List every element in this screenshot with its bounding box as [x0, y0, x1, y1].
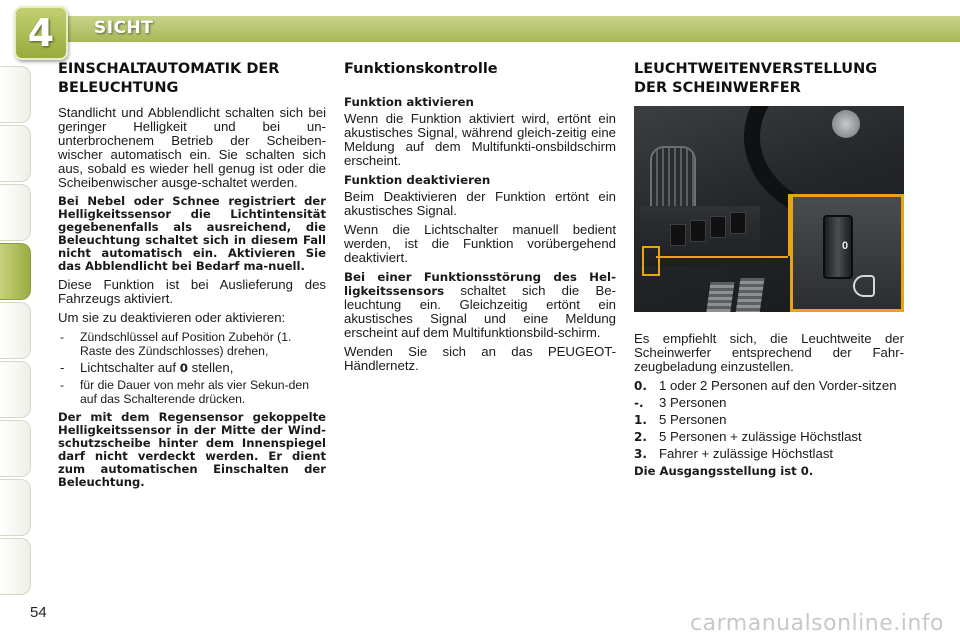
- manual-override-text: Wenn die Lichtschalter manuell bedient werden, ist die Funktion vorübergehend deaktiviert.: [344, 222, 616, 265]
- chapter-tab-6[interactable]: [0, 361, 31, 418]
- header-bar: [18, 16, 960, 42]
- level-text: 1 oder 2 Personen auf den Vorder-sitzen: [659, 378, 897, 393]
- level-key: 1.: [634, 413, 647, 427]
- callout-line: [656, 256, 788, 258]
- level-text: 3 Personen: [659, 395, 727, 410]
- panel-switch: [670, 224, 686, 246]
- headlamp-dial-inset: [790, 194, 904, 312]
- toggle-steps-list: [58, 330, 326, 406]
- level-item: [634, 430, 904, 444]
- malfunction-rest: schaltet sich die Be-leuchtung ein. Gleichzeitig ertönt ein akustisches Signal und eine Meldung erscheint auf dem Multifunktionsbild-schirm.: [344, 283, 616, 340]
- toggle-instructions-intro: Um sie zu deaktivieren oder aktivieren:: [58, 310, 286, 325]
- step-press-switch: - für die Dauer von mehr als vier Sekun-den auf das Schalterende drücken.: [58, 378, 326, 406]
- dial-highlight-box: [642, 246, 660, 276]
- level-key: 3.: [634, 447, 647, 461]
- column-function-check: [344, 58, 616, 378]
- chapter-tab-rail: [0, 66, 34, 597]
- step-light-switch: [58, 361, 326, 375]
- dial-position-label: 0: [841, 240, 849, 252]
- function-check-heading: Funktionskontrolle: [344, 61, 498, 77]
- chapter-tab-5[interactable]: [0, 302, 31, 359]
- chapter-tab-1[interactable]: [0, 66, 31, 123]
- page-header: [0, 0, 960, 56]
- malfunction-text: [344, 270, 616, 340]
- panel-switch: [710, 216, 726, 238]
- page-number: 54: [30, 604, 47, 621]
- level-item: [634, 396, 904, 410]
- dashboard-photo: [634, 106, 904, 312]
- deactivate-subheading: Funktion deaktivieren: [344, 173, 491, 187]
- step-light-switch-position: 0: [179, 361, 188, 375]
- malfunction-lead: Bei einer Funktionsstörung des Hel-ligkeitssensors: [344, 270, 616, 298]
- default-position-note: Die Ausgangsstellung ist 0.: [634, 464, 814, 478]
- level-key: 2.: [634, 430, 647, 444]
- column-headlamp-adjustment: [634, 58, 904, 483]
- activate-text: Wenn die Funktion aktiviert wird, ertönt ein akustisches Signal, während gleich-zeitig eine Meldung auf dem Multifunkti-onsbildschirm erscheint.: [344, 111, 616, 168]
- auto-lighting-heading: EINSCHALTAUTOMATIK DER BELEUCHTUNG: [58, 61, 280, 96]
- factory-default-note: Diese Funktion ist bei Auslieferung des Fahrzeugs aktiviert.: [58, 277, 326, 306]
- level-text: 5 Personen: [659, 412, 727, 427]
- auto-lighting-intro: Standlicht und Abblendlicht schalten sich bei geringer Helligkeit und bei un-unterbrochenem Betrieb der Scheiben-wischer automatisch ein. Sie schalten sich aus, sobald es wieder hell genug ist oder die Scheibenwischer ausge-schaltet werden.: [58, 105, 326, 190]
- sensor-warning: Der mit dem Regensensor gekoppelte Helligkeitssensor in der Mitte der Wind-schutzscheibe hinter dem Innenspiegel darf nicht verdeckt werden. Er dient zum automatischen Einschalten der Beleuchtung.: [58, 410, 326, 489]
- chapter-tab-9[interactable]: [0, 538, 31, 595]
- chapter-badge: 4: [14, 6, 68, 60]
- chapter-tab-2[interactable]: [0, 125, 31, 182]
- column-auto-lighting: [58, 58, 326, 494]
- chapter-tab-8[interactable]: [0, 479, 31, 536]
- level-key: -.: [634, 396, 644, 410]
- level-text: Fahrer + zulässige Höchstlast: [659, 446, 834, 461]
- level-item: [634, 379, 904, 393]
- dealer-contact-text: Wenden Sie sich an das PEUGEOT-Händlernetz.: [344, 344, 616, 373]
- level-text: 5 Personen + zulässige Höchstlast: [659, 429, 862, 444]
- deactivate-text: Beim Deaktivieren der Funktion ertönt ein akustisches Signal.: [344, 189, 616, 218]
- level-item: [634, 413, 904, 427]
- pedal-shape: [735, 278, 764, 312]
- step-light-switch-pre: Lichtschalter auf: [80, 360, 177, 375]
- peugeot-logo-icon: [832, 110, 860, 138]
- headlamp-icon: [853, 275, 875, 297]
- leveling-positions-list: [634, 379, 904, 461]
- activate-subheading: Funktion aktivieren: [344, 95, 474, 109]
- panel-switch: [690, 220, 706, 242]
- adjustment-intro: Es empfiehlt sich, die Leuchtweite der Scheinwerfer entsprechend der Fahr-zeugbeladung einzustellen.: [634, 331, 904, 374]
- headlamp-adjustment-heading: LEUCHTWEITENVERSTELLUNG DER SCHEINWERFER: [634, 61, 878, 96]
- panel-switch: [730, 212, 746, 234]
- level-item: [634, 447, 904, 461]
- headlamp-leveling-dial: [823, 215, 853, 279]
- level-key: 0.: [634, 379, 647, 393]
- fog-snow-warning: Bei Nebel oder Schnee registriert der Helligkeitssensor die Lichtintensität gegebenenfalls als ausreichend, die Beleuchtung schaltet sich in diesem Fall nicht automatisch ein. Aktivieren Sie das Abblendlicht bei Bedarf ma-nuell.: [58, 194, 326, 273]
- chapter-tab-7[interactable]: [0, 420, 31, 477]
- section-title: SICHT: [94, 18, 154, 38]
- step-ignition: - Zündschlüssel auf Position Zubehör (1. Raste des Zündschlosses) drehen,: [58, 330, 326, 358]
- chapter-tab-3[interactable]: [0, 184, 31, 241]
- step-light-switch-post: stellen,: [191, 360, 234, 375]
- chapter-tab-4-active[interactable]: [0, 243, 31, 300]
- watermark: carmanualsonline.info: [690, 611, 944, 636]
- pedal-shape: [705, 282, 734, 312]
